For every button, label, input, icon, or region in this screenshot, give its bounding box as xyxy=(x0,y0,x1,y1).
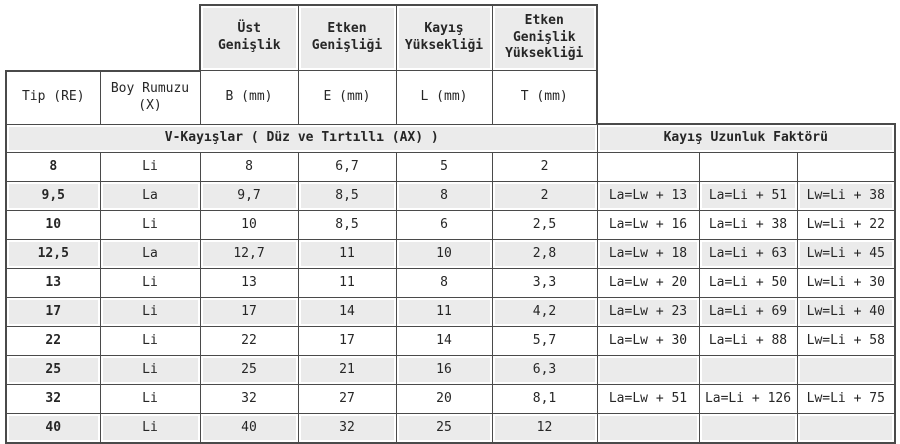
cell-boy-rumuzu: Li xyxy=(100,356,200,385)
cell-factor-2: La=Li + 51 xyxy=(699,182,797,211)
cell-l: 11 xyxy=(396,298,492,327)
cell-tip: 9,5 xyxy=(6,182,100,211)
header-line: Üst xyxy=(237,21,261,37)
cell-e: 11 xyxy=(298,240,396,269)
table-row xyxy=(6,153,895,182)
cell-boy-rumuzu: La xyxy=(100,182,200,211)
header-line: Genişliği xyxy=(311,38,383,53)
cell-factor-1 xyxy=(597,153,699,182)
cell-b: 12,7 xyxy=(200,240,298,269)
cell-factor-1 xyxy=(597,356,699,385)
cell-tip: 12,5 xyxy=(6,240,100,269)
table-row xyxy=(6,298,895,327)
cell-b: 13 xyxy=(200,269,298,298)
cell-factor-2 xyxy=(699,356,797,385)
cell-factor-2: La=Li + 50 xyxy=(699,269,797,298)
cell-b: 40 xyxy=(200,414,298,444)
cell-t: 2 xyxy=(492,182,597,211)
cell-boy-rumuzu: Li xyxy=(100,298,200,327)
cell-l: 5 xyxy=(396,153,492,182)
cell-tip: 10 xyxy=(6,211,100,240)
table-row xyxy=(6,414,895,444)
cell-factor-2 xyxy=(699,153,797,182)
cell-b: 32 xyxy=(200,385,298,414)
section-header-row xyxy=(6,124,895,153)
cell-tip: 25 xyxy=(6,356,100,385)
cell-factor-1: La=Lw + 23 xyxy=(597,298,699,327)
cell-factor-3 xyxy=(797,414,895,444)
section-v-kayislar: V-Kayışlar ( Düz ve Tırtıllı (AX) ) xyxy=(6,124,597,153)
cell-tip: 32 xyxy=(6,385,100,414)
header-line: Genişlik xyxy=(512,29,576,45)
cell-factor-1 xyxy=(597,414,699,444)
cell-factor-3: Lw=Li + 30 xyxy=(797,269,895,298)
cell-factor-3: Lw=Li + 38 xyxy=(797,182,895,211)
cell-factor-1: La=Lw + 16 xyxy=(597,211,699,240)
cell-l: 8 xyxy=(396,182,492,211)
header-line: Etken xyxy=(327,21,367,37)
section-kayis-uzunluk-faktoru: Kayış Uzunluk Faktörü xyxy=(597,124,895,153)
table-row xyxy=(6,211,895,240)
cell-e: 11 xyxy=(298,269,396,298)
cell-factor-3: Lw=Li + 22 xyxy=(797,211,895,240)
cell-t: 6,3 xyxy=(492,356,597,385)
cell-e: 21 xyxy=(298,356,396,385)
cell-factor-1: La=Lw + 51 xyxy=(597,385,699,414)
cell-factor-1: La=Lw + 20 xyxy=(597,269,699,298)
cell-t: 12 xyxy=(492,414,597,444)
header-line: Yüksekliği xyxy=(404,38,484,53)
cell-b: 9,7 xyxy=(200,182,298,211)
cell-boy-rumuzu: Li xyxy=(100,414,200,444)
cell-l: 16 xyxy=(396,356,492,385)
cell-boy-rumuzu: La xyxy=(100,240,200,269)
header-etken-genislik-yuksekligi xyxy=(492,5,597,71)
blank-top-left xyxy=(6,5,200,71)
header-line: Etken xyxy=(524,12,564,28)
cell-tip: 8 xyxy=(6,153,100,182)
cell-tip: 17 xyxy=(6,298,100,327)
cell-e: 27 xyxy=(298,385,396,414)
header-line: Kayış xyxy=(424,21,464,37)
cell-l: 10 xyxy=(396,240,492,269)
cell-e: 6,7 xyxy=(298,153,396,182)
header-line: Genişlik xyxy=(217,38,281,53)
cell-factor-2: La=Li + 63 xyxy=(699,240,797,269)
cell-tip: 40 xyxy=(6,414,100,444)
cell-boy-rumuzu: Li xyxy=(100,211,200,240)
cell-boy-rumuzu: Li xyxy=(100,327,200,356)
cell-factor-2 xyxy=(699,414,797,444)
cell-t: 2,5 xyxy=(492,211,597,240)
cell-t: 2 xyxy=(492,153,597,182)
header-etken-genisligi xyxy=(298,5,396,71)
cell-factor-2: La=Li + 69 xyxy=(699,298,797,327)
header-e-mm: E (mm) xyxy=(298,71,396,125)
cell-boy-rumuzu: Li xyxy=(100,385,200,414)
table-row xyxy=(6,385,895,414)
cell-t: 4,2 xyxy=(492,298,597,327)
cell-factor-3: Lw=Li + 40 xyxy=(797,298,895,327)
table-row xyxy=(6,356,895,385)
group-header-row xyxy=(6,5,895,71)
blank-top-right xyxy=(597,5,895,124)
belt-dimension-table xyxy=(5,4,896,444)
cell-l: 25 xyxy=(396,414,492,444)
cell-b: 10 xyxy=(200,211,298,240)
cell-factor-2: La=Li + 38 xyxy=(699,211,797,240)
header-line: (X) xyxy=(138,97,162,113)
header-t-mm: T (mm) xyxy=(492,71,597,125)
cell-factor-2: La=Li + 126 xyxy=(699,385,797,414)
cell-factor-3 xyxy=(797,153,895,182)
cell-l: 20 xyxy=(396,385,492,414)
cell-t: 5,7 xyxy=(492,327,597,356)
cell-factor-1: La=Lw + 30 xyxy=(597,327,699,356)
cell-factor-3 xyxy=(797,356,895,385)
cell-l: 14 xyxy=(396,327,492,356)
cell-factor-1: La=Lw + 18 xyxy=(597,240,699,269)
cell-factor-2: La=Li + 88 xyxy=(699,327,797,356)
header-b-mm: B (mm) xyxy=(200,71,298,125)
cell-b: 22 xyxy=(200,327,298,356)
cell-e: 14 xyxy=(298,298,396,327)
cell-e: 8,5 xyxy=(298,182,396,211)
table-row xyxy=(6,269,895,298)
table-row xyxy=(6,327,895,356)
cell-e: 8,5 xyxy=(298,211,396,240)
header-l-mm: L (mm) xyxy=(396,71,492,125)
cell-factor-1: La=Lw + 13 xyxy=(597,182,699,211)
header-tip: Tip (RE) xyxy=(6,71,100,125)
header-line: Boy Rumuzu xyxy=(110,80,190,96)
cell-b: 25 xyxy=(200,356,298,385)
header-line: Yüksekliği xyxy=(505,46,584,62)
cell-tip: 13 xyxy=(6,269,100,298)
table-row xyxy=(6,182,895,211)
header-ust-genislik xyxy=(200,5,298,71)
cell-t: 3,3 xyxy=(492,269,597,298)
header-boy-rumuzu xyxy=(100,71,200,125)
cell-boy-rumuzu: Li xyxy=(100,269,200,298)
cell-factor-3: Lw=Li + 58 xyxy=(797,327,895,356)
cell-boy-rumuzu: Li xyxy=(100,153,200,182)
cell-l: 6 xyxy=(396,211,492,240)
cell-l: 8 xyxy=(396,269,492,298)
cell-e: 17 xyxy=(298,327,396,356)
cell-factor-3: Lw=Li + 45 xyxy=(797,240,895,269)
cell-t: 8,1 xyxy=(492,385,597,414)
cell-tip: 22 xyxy=(6,327,100,356)
cell-factor-3: Lw=Li + 75 xyxy=(797,385,895,414)
cell-b: 17 xyxy=(200,298,298,327)
cell-e: 32 xyxy=(298,414,396,444)
cell-t: 2,8 xyxy=(492,240,597,269)
header-kayis-yuksekligi xyxy=(396,5,492,71)
cell-b: 8 xyxy=(200,153,298,182)
table-row xyxy=(6,240,895,269)
